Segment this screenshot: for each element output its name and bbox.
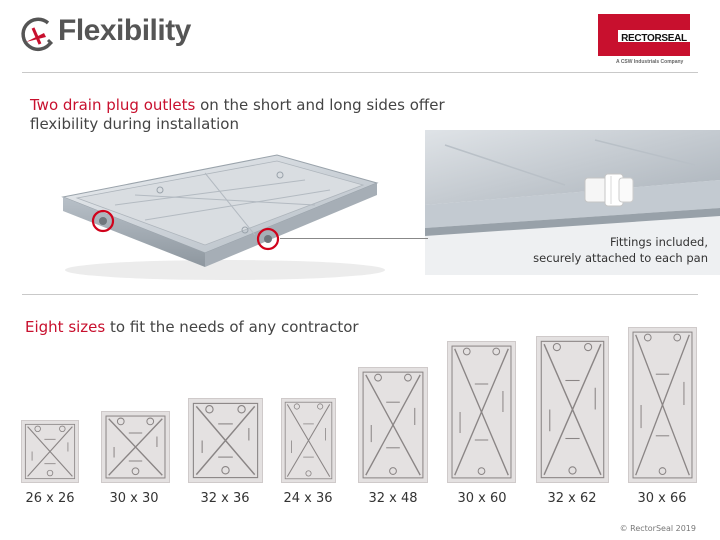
section2-text: to fit the needs of any contractor bbox=[105, 318, 359, 336]
brand-tagline: A CSW Industrials Company bbox=[616, 59, 684, 65]
size-label: 30 x 60 bbox=[457, 491, 507, 506]
size-label: 30 x 66 bbox=[637, 491, 687, 506]
size-label: 26 x 26 bbox=[25, 491, 75, 506]
pan-diagram bbox=[101, 411, 170, 483]
pan-diagram bbox=[628, 327, 697, 483]
size-label: 24 x 36 bbox=[283, 491, 333, 506]
fitting-callout bbox=[533, 234, 708, 266]
pan-diagram bbox=[358, 367, 428, 483]
pan-diagram bbox=[188, 398, 263, 483]
section2-headline bbox=[25, 318, 359, 337]
size-label: 32 x 62 bbox=[547, 491, 597, 506]
callout-connector bbox=[280, 238, 428, 239]
section-divider bbox=[22, 294, 698, 295]
size-label: 30 x 30 bbox=[109, 491, 159, 506]
callout-line2: securely attached to each pan bbox=[533, 251, 708, 265]
header-divider bbox=[22, 72, 698, 73]
section2-highlight: Eight sizes bbox=[25, 318, 106, 336]
copyright: © RectorSeal 2019 bbox=[619, 524, 696, 533]
section1-text: on the short and long sides offer bbox=[195, 96, 445, 114]
pan-diagram bbox=[21, 420, 79, 483]
pan-diagram bbox=[447, 341, 516, 483]
pan-diagram bbox=[536, 336, 609, 483]
pan-diagram bbox=[281, 398, 336, 483]
section1-text-line2: flexibility during installation bbox=[30, 115, 239, 133]
callout-line1: Fittings included, bbox=[609, 235, 708, 249]
section1-headline bbox=[30, 96, 445, 134]
tools-icon bbox=[18, 16, 56, 54]
section1-highlight: Two drain plug outlets bbox=[30, 96, 196, 114]
size-label: 32 x 48 bbox=[368, 491, 418, 506]
page-title: Flexibility bbox=[58, 14, 191, 47]
svg-text:RECTORSEAL: RECTORSEAL bbox=[621, 33, 687, 44]
size-label: 32 x 36 bbox=[200, 491, 250, 506]
drain-pan-photo bbox=[55, 135, 385, 285]
